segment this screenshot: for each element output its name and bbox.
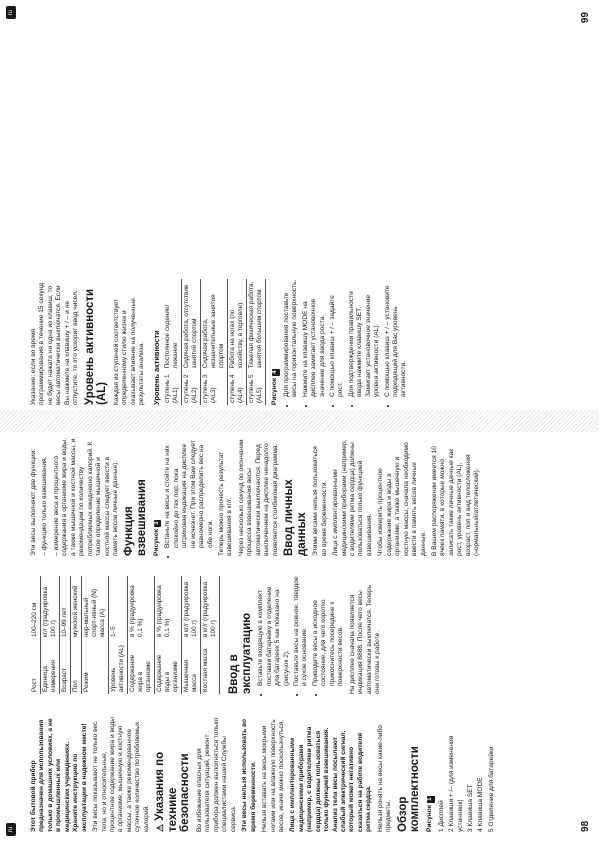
column-2: [30, 576, 385, 694]
functions-item: – измерение веса и процентного содержания в организме жира и воды, а также мышечной и костной массы, и рекомендации по количеству потребляемых ежедневно калорий. К такое определение мышечной и костной массы следует ввести в память весов личные данные).: [52, 437, 119, 556]
activity-step: ступень 5 (AL5): [247, 370, 266, 405]
safety-p2: Эти весы нельзя использовать во время беременности.: [241, 718, 257, 832]
page-number: 99: [580, 12, 591, 24]
spec-value: 1–5: [109, 576, 128, 639]
weigh-figure-label: Рисунок3: [152, 521, 160, 556]
hint-text: Указание: если во время программирования в течение 15 секунд не будет нажата ни одна из клавиш, то весы автоматически выключатся. Если Вы нажмете на клавишу + / – и не отпустите, то это ускорит ввод чисел.: [30, 282, 80, 405]
spec-value: в % (градуировка 0,1 %): [155, 576, 182, 639]
spec-label: Содержание воды в организме: [155, 639, 182, 694]
warning-icon: ⚠: [155, 823, 166, 832]
spec-value: в кг/г (градуировка 100 г): [201, 576, 220, 639]
spec-row: [155, 576, 182, 694]
safety-p1: Во избежание опасных для пользователя ситуаций, ремонт прибора должен выполняться только специалистами нашей Службы сервиса.: [196, 717, 237, 832]
safety-title: Указания по технике безопасности: [154, 751, 192, 832]
activity-desc: Сидячая работа, отсутствие занятий спортом: [182, 279, 201, 370]
overview-title: Обзор комплектности: [396, 746, 422, 832]
spec-value: в % (градуировка 0,1 %): [128, 576, 155, 639]
startup-title: Ввод в эксплуатацию: [228, 612, 253, 694]
overview-figure-label: Рисунок1: [425, 797, 433, 832]
functions-item: – функцию только взвешивания,: [41, 456, 49, 556]
weigh-list: [164, 438, 215, 556]
overview-item: 4 Клавиша MODE: [477, 777, 485, 832]
startup-item: • Приводите весы в исходное состояние, для чего коротко прикоснитесь посередине к поверхности весов.: [312, 576, 346, 686]
spec-row: [71, 576, 82, 694]
activity-row: [228, 279, 247, 405]
activity-step: ступень 4 (AL4): [228, 370, 247, 405]
spec-label: Уровень активности (AL): [109, 639, 128, 694]
prog-figure-label: Рисунок4: [271, 370, 279, 405]
column-4: [30, 279, 412, 405]
overview-item: 3 Клавиша SET: [466, 784, 474, 832]
activity-desc: Тяжелая физическая работа, занятия большим спортом: [247, 279, 266, 370]
intro-bold: Этот бытовой прибор предназначен для использования только в домашних условиях, а не в промышленных или медицинских учреждениях. Храните инструкцию по эксплуатации в надежном месте!: [30, 718, 88, 832]
safety-p5: Нельзя ронять на весы какие-либо предметы.: [376, 725, 393, 832]
spec-label: Мышечная масса: [182, 639, 201, 694]
spec-label: Режим: [82, 639, 109, 694]
functions-intro: Эти весы выполняют две функции:: [30, 448, 37, 556]
activity-heading: Уровень активности: [151, 330, 161, 405]
column-3: [30, 438, 485, 556]
specs-table: [30, 576, 220, 694]
spec-label: Возраст: [60, 639, 71, 694]
activity-step: ступень 3 (AL3): [201, 370, 228, 405]
personal-p1: Этими весами нельзя пользоваться во время беременности.: [312, 446, 328, 556]
spec-label: Рост: [30, 639, 41, 694]
page-number: 98: [580, 820, 591, 832]
startup-note: На дисплее сначала появляется индикация 8888. После чего весы автоматически выключатся. Теперь они готовы к работе.: [348, 584, 381, 694]
overview-list: [438, 714, 497, 832]
weigh-item: • Встаньте на весы и стойте на них спокойно до тех пор, пока штриховая индикация на дисплее не исчезнет. При этом Вам следует равномерно распределить вес на обе ноги.: [164, 438, 215, 548]
activity-desc: Сидячая работа, незначительные занятия спортом: [201, 279, 228, 370]
personal-title: Ввод личных данных: [283, 479, 308, 556]
spec-label: Костная масса: [201, 639, 220, 694]
prog-item: • С помощью клавиш + / – задайте рост.: [329, 279, 346, 397]
startup-item: • Вставьте входящую в комплект поставки батарейку в отделение для батареек 5 как показано на (рисунок 2).: [257, 576, 291, 686]
spec-row: [30, 576, 41, 694]
safety-p4: Лица с имплантированными медицинскими приборами (например, с водителями ритма сердца) должны пользоваться только функцией взвешивания. Анализ тела весы посылают слабый электрический сигнал, который может негативно сказаться на работе водителя ритма сердца.: [289, 726, 373, 832]
column-1: [30, 714, 499, 832]
spec-row: [41, 576, 60, 694]
spec-value: 100–220 см: [30, 576, 41, 639]
spec-row: [182, 576, 201, 694]
prog-item: • Для подтверждения правильности ввода нажмите клавишу SET. Замигает установочное значение уровня активности (AL).: [348, 279, 382, 397]
activity-row: [182, 279, 201, 405]
weigh-p1: Теперь можно прочесть результат взвешивания в кг/г.: [217, 451, 234, 556]
activity-row: [247, 279, 266, 405]
spec-value: мужской женский: [71, 576, 82, 639]
spec-row: [82, 576, 109, 694]
activity-row: [201, 279, 228, 405]
startup-list: [257, 576, 345, 694]
overview-item: 1 Дисплей: [437, 800, 445, 832]
prog-list: [283, 279, 409, 405]
spec-row: [201, 576, 220, 694]
activity-step: ступень 1 (AL1): [163, 370, 182, 405]
language-tag: ru: [6, 823, 16, 836]
prog-item: • С помощью клавиш + / – установите подходящий для Вас уровень активности.: [384, 279, 409, 397]
spec-value: 10–99 лет: [60, 576, 71, 639]
intro-text: Эти весы показывают не только вес тела, но и относительные, процентное содержание жира и воды в организме, мышечную и костную массы, а также рекомендованное суточное количество потребляемых калорий.: [92, 716, 150, 832]
startup-item: • Поставьте весы на ровное, твердое и сухое основание.: [293, 576, 310, 686]
activity-desc: Постоянное сидение/ лежание: [163, 279, 182, 370]
prog-item: • Нажмите на клавишу MODE на дисплее замигает установочное значение для ввода роста.: [302, 279, 327, 397]
language-tag: ru: [6, 6, 16, 19]
spec-row: [128, 576, 155, 694]
personal-p2: Лица с имплантированными медицинскими приборами (например, с водителями ритма сердца) должны пользоваться только функцией взвешивания.: [332, 439, 373, 556]
activity-text: Каждая из ступеней соответствует определенному стилю жизни и оказывает влияние на полученные результаты анализа.: [112, 298, 146, 405]
spec-label: Пол: [71, 639, 82, 694]
overview-item: 2 Клавиши + /– (для изменения установок): [448, 735, 464, 832]
weigh-title: Функция взвешивания: [123, 479, 149, 556]
activity-desc: Работа на ногах (по хозяйству, в торговле): [228, 279, 247, 370]
personal-p3: Чтобы измерить процентное содержание жира и воды в организме, а также мышечную и костную массы, сначала необходимо ввести в память весов личные данные.: [377, 442, 427, 556]
prog-item: • Для программирования поставьте весы на горизонтальную поверхность.: [283, 279, 300, 397]
spec-value: в кг/г (градуировка 100 г): [182, 576, 201, 639]
spec-label: Единица измерения: [41, 639, 60, 694]
safety-p3: Нельзя вставать на весы мокрыми ногами или на влажную поверхность весов, иначе можно поскользнуться.: [261, 719, 285, 832]
activity-title: Уровень активности (AL): [83, 288, 109, 405]
overview-item: 5 Отделение для батарейки: [487, 746, 495, 832]
personal-p4: В Вашем распоряжении имеется 10 ячеек памяти, в которые можно записать такие личные данные как рост, уровень активности (AL), возраст, пол и вид телосложения (нормальный/атлетический).: [430, 446, 481, 556]
spec-value: кг/г (градуировка 100 г): [41, 576, 60, 639]
page-98: [0, 421, 599, 842]
activity-row: [163, 279, 182, 405]
spec-row: [109, 576, 128, 694]
weigh-p2: Через несколько секунд по окончании процесса взвешивания весы автоматически выключаются. Перед выключением на дисплее ненадолго появляется столбиковая диаграмма.: [237, 439, 279, 556]
spec-value: нор-мальный спорт-ивный (N) масса (A): [82, 576, 109, 639]
safety-heading: [154, 714, 192, 832]
activity-step: ступень 2 (AL2): [182, 370, 201, 405]
spec-row: [60, 576, 71, 694]
activity-table: [163, 279, 266, 405]
spec-label: Содержание жира в организме: [128, 639, 155, 694]
